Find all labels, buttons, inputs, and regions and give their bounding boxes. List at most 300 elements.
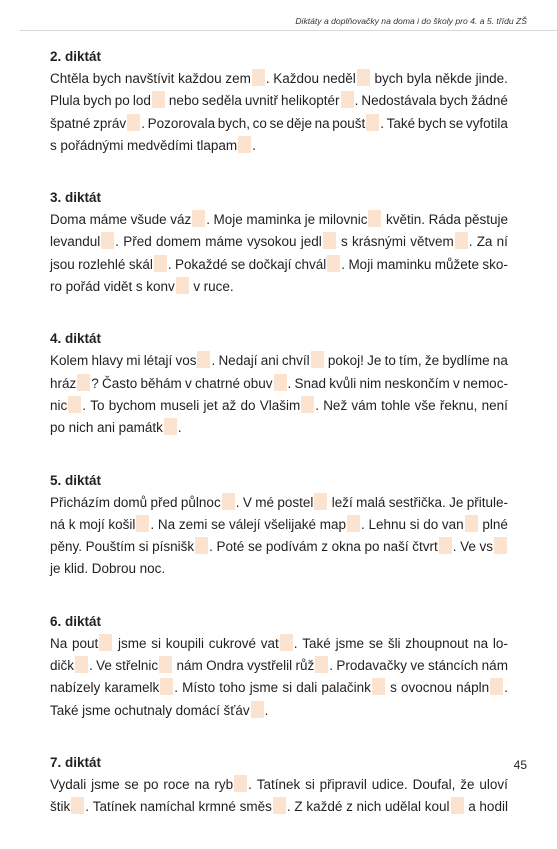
word: Poté xyxy=(216,539,245,555)
word: všelijaké xyxy=(264,516,317,532)
text-line xyxy=(50,90,508,112)
word: není xyxy=(481,397,508,413)
word: připravil xyxy=(319,776,367,792)
word: košil . xyxy=(108,516,155,532)
fill-in-blank[interactable] xyxy=(234,775,247,792)
fill-in-blank[interactable] xyxy=(101,232,114,249)
word: toho xyxy=(219,680,246,696)
word: rozlehlé xyxy=(78,256,126,272)
word: jsme xyxy=(91,776,120,792)
word: nebo xyxy=(168,93,199,109)
text-line xyxy=(50,774,508,796)
word: leží xyxy=(331,494,353,510)
word: pořádnými xyxy=(60,137,124,153)
word: krásnými xyxy=(351,234,406,250)
word: roce xyxy=(163,776,190,792)
word: tím, xyxy=(399,353,422,369)
fill-in-blank[interactable] xyxy=(490,678,503,695)
text-line xyxy=(50,68,508,90)
dictation-section xyxy=(50,611,508,722)
word: vystřelil xyxy=(247,658,293,674)
word: nabízely xyxy=(50,680,101,696)
section-title: 4. diktát xyxy=(50,331,102,347)
word: Každou xyxy=(273,71,320,86)
dictation-section xyxy=(50,752,508,819)
word: na xyxy=(314,115,330,131)
fill-in-blank[interactable] xyxy=(327,255,340,272)
word: chvíl xyxy=(282,350,325,372)
word: dočkají xyxy=(248,256,292,272)
text-line xyxy=(50,417,508,439)
word: větvem . xyxy=(410,234,473,250)
word: kvůli xyxy=(329,375,357,391)
word: Také xyxy=(386,115,416,131)
word: ní xyxy=(496,234,508,250)
fill-in-blank[interactable] xyxy=(368,210,381,227)
text-line xyxy=(50,536,508,558)
word: po xyxy=(143,776,159,792)
word: navštívit xyxy=(124,71,175,86)
word: bydlíme xyxy=(442,353,490,369)
word: karamelk . xyxy=(104,680,178,696)
word: do xyxy=(240,397,256,413)
word: Často xyxy=(102,375,138,391)
word: se xyxy=(211,516,226,532)
fill-in-blank[interactable] xyxy=(159,656,172,673)
fill-in-blank[interactable] xyxy=(274,374,287,391)
word: bych xyxy=(83,93,112,109)
text-line xyxy=(50,350,508,372)
running-header: Diktáty a doplňovačky na doma i do školy pro 4. a 5. třídu ZŠ xyxy=(295,16,527,26)
word: štik . xyxy=(50,799,90,815)
word: šťáv . xyxy=(223,702,269,718)
fill-in-blank[interactable] xyxy=(314,493,327,510)
word: helikoptér . xyxy=(281,93,359,109)
word: s xyxy=(135,279,143,295)
word: že xyxy=(460,776,475,792)
word: po xyxy=(114,93,130,109)
word: vše xyxy=(414,397,436,413)
word: Také xyxy=(50,702,79,718)
word: byla xyxy=(406,71,432,86)
word: udělal xyxy=(385,799,422,815)
word: jinde. xyxy=(475,71,508,86)
word: to xyxy=(384,353,396,369)
word: přitule- xyxy=(466,494,508,510)
fill-in-blank[interactable] xyxy=(465,515,478,532)
word: milovnic xyxy=(319,209,383,231)
word: pokoj! xyxy=(327,353,364,369)
word: maminka xyxy=(246,212,302,228)
dictation-section xyxy=(50,470,508,581)
fill-in-blank[interactable] xyxy=(192,210,205,227)
word: zemi xyxy=(178,516,208,532)
word: zem . xyxy=(225,71,270,86)
word: bych xyxy=(92,71,122,86)
text-line xyxy=(50,633,508,655)
word: Je xyxy=(367,353,382,369)
word: konv xyxy=(146,276,190,298)
word: medvědími xyxy=(126,137,193,153)
word: plné xyxy=(482,516,508,532)
word: Nedají xyxy=(218,353,258,369)
word: ve xyxy=(410,658,425,674)
fill-in-blank[interactable] xyxy=(347,515,360,532)
dictation-section xyxy=(50,46,508,157)
word: po xyxy=(50,420,66,436)
word: co xyxy=(252,115,267,131)
word: jsou xyxy=(50,256,75,272)
word: růž . xyxy=(295,658,334,674)
word: Ondra xyxy=(206,658,244,674)
word: šli xyxy=(387,635,401,651)
fill-in-blank[interactable] xyxy=(315,656,328,673)
word: ani xyxy=(96,420,115,436)
section-title: 3. diktát xyxy=(50,190,102,206)
word: jsme xyxy=(82,702,111,718)
text-line xyxy=(50,231,508,253)
word: maminku xyxy=(376,256,432,272)
word: pěny. xyxy=(50,539,83,555)
word: nám xyxy=(176,658,203,674)
word: k xyxy=(68,516,76,532)
fill-in-blank[interactable] xyxy=(366,114,379,131)
word: Je xyxy=(449,494,464,510)
word: si xyxy=(151,635,162,651)
word: ryb . xyxy=(214,776,252,792)
word: hodil xyxy=(479,799,508,815)
word: hráz ? xyxy=(50,375,99,391)
text-line xyxy=(50,135,508,157)
word: do xyxy=(423,516,439,532)
word: dičk . xyxy=(50,658,93,674)
word: květin. xyxy=(386,212,426,228)
word: jedl xyxy=(301,231,337,253)
word: postel xyxy=(277,492,328,514)
word: Plula xyxy=(50,93,81,109)
fill-in-blank[interactable] xyxy=(75,656,88,673)
word: Pozorovala xyxy=(147,115,216,131)
word: dali xyxy=(296,680,318,696)
text-line xyxy=(50,677,508,699)
text-line xyxy=(50,492,508,514)
word: poušt . xyxy=(332,115,385,131)
word: Vlašim . xyxy=(259,397,319,413)
word: Místo xyxy=(182,680,216,696)
word: Pokaždé xyxy=(175,256,228,272)
fill-in-blank[interactable] xyxy=(439,537,452,554)
word: Nedostávala xyxy=(361,93,437,109)
fill-in-blank[interactable] xyxy=(222,493,235,510)
word: okna xyxy=(331,539,361,555)
word: pěstuje xyxy=(464,212,508,228)
word: bych xyxy=(374,71,403,86)
fill-in-blank[interactable] xyxy=(301,396,314,413)
fill-in-blank[interactable] xyxy=(341,91,354,108)
word: sko- xyxy=(482,256,508,272)
word: nic . xyxy=(50,397,87,413)
word: levandul . xyxy=(50,234,120,250)
word: krmné xyxy=(198,799,236,815)
word: zhoupnout xyxy=(405,635,469,651)
word: až xyxy=(221,397,237,413)
word: děje xyxy=(286,115,312,131)
word: s xyxy=(390,680,397,696)
word: Než xyxy=(323,397,348,413)
word: neskončím xyxy=(384,375,450,391)
word: Prodavačky xyxy=(336,658,407,674)
word: se xyxy=(368,635,384,651)
word: někde xyxy=(435,71,472,86)
fill-in-blank[interactable] xyxy=(195,537,208,554)
word: se xyxy=(230,256,246,272)
word: vs xyxy=(480,536,509,558)
word: seděla xyxy=(202,93,242,109)
section-title: 7. diktát xyxy=(50,754,102,770)
page-number: 45 xyxy=(513,758,527,772)
word: neděl xyxy=(323,68,371,90)
word: ochutnaly xyxy=(114,702,173,718)
word: se xyxy=(247,539,263,555)
word: žádné xyxy=(471,93,508,109)
word: bych xyxy=(439,93,469,109)
word: koul xyxy=(425,796,465,818)
text-line xyxy=(50,113,508,135)
fill-in-blank[interactable] xyxy=(164,418,177,435)
word: Pouštím xyxy=(85,539,136,555)
word: tohle xyxy=(381,397,411,413)
word: ruce. xyxy=(203,279,234,295)
word: na xyxy=(194,776,210,792)
fill-in-blank[interactable] xyxy=(252,69,265,86)
word: po xyxy=(364,539,380,555)
word: vyfotila xyxy=(465,115,508,131)
word: noc. xyxy=(139,561,166,577)
word: podívám xyxy=(265,539,318,555)
section-title: 2. diktát xyxy=(50,49,102,64)
word: Ve xyxy=(96,658,112,674)
fill-in-blank[interactable] xyxy=(136,515,149,532)
word: van xyxy=(442,514,479,536)
word: létají xyxy=(143,353,173,369)
word: každou xyxy=(178,71,222,86)
word: máme xyxy=(205,234,243,250)
word: na xyxy=(492,353,508,369)
fill-in-blank[interactable] xyxy=(280,634,293,651)
word: palačink xyxy=(321,677,386,699)
word: střelnic xyxy=(115,655,173,677)
word: Tatínek xyxy=(92,799,137,815)
word: domů xyxy=(113,494,148,510)
word: uloví xyxy=(479,776,508,792)
text-line xyxy=(50,655,508,677)
word: nemoc- xyxy=(462,375,508,391)
word: udice. xyxy=(371,776,408,792)
fill-in-blank[interactable] xyxy=(251,701,264,718)
word: ani xyxy=(260,353,279,369)
word: naší xyxy=(383,539,409,555)
word: Na xyxy=(157,516,176,532)
fill-in-blank[interactable] xyxy=(152,91,165,108)
fill-in-blank[interactable] xyxy=(77,374,90,391)
word: a xyxy=(468,799,476,815)
fill-in-blank[interactable] xyxy=(127,114,140,131)
word: klid. xyxy=(64,561,89,577)
word: si xyxy=(409,516,420,532)
word: že xyxy=(424,353,440,369)
word: lod xyxy=(133,90,166,112)
dictation-section xyxy=(50,187,508,298)
word: mi xyxy=(126,353,141,369)
word: před xyxy=(150,494,178,510)
fill-in-blank[interactable] xyxy=(160,678,173,695)
text-line xyxy=(50,395,508,417)
word: nich xyxy=(68,420,94,436)
fill-in-blank[interactable] xyxy=(176,277,189,294)
word: tlapam . xyxy=(196,137,256,153)
word: Na xyxy=(50,635,68,651)
word: mojí xyxy=(79,516,105,532)
word: Doufal, xyxy=(412,776,456,792)
word: chatrné xyxy=(194,375,240,391)
word: z xyxy=(321,539,328,555)
word: Tatínek xyxy=(256,776,301,792)
word: Vydali xyxy=(50,776,87,792)
word: domácí xyxy=(175,702,220,718)
text-line xyxy=(50,700,508,722)
word: na xyxy=(473,635,489,651)
worksheet-content xyxy=(50,46,508,849)
section-title: 6. diktát xyxy=(50,613,102,629)
word: malá xyxy=(356,494,386,510)
word: je xyxy=(50,561,61,577)
word: To xyxy=(90,397,105,413)
word: s xyxy=(50,137,57,153)
word: Snad xyxy=(294,375,327,391)
fill-in-blank[interactable] xyxy=(372,678,385,695)
word: Ve xyxy=(460,539,476,555)
word: se xyxy=(269,115,284,131)
word: domem xyxy=(156,234,202,250)
text-line xyxy=(50,209,508,231)
word: každé xyxy=(306,799,343,815)
word: Doma xyxy=(50,212,87,228)
word: si xyxy=(282,680,293,696)
word: v xyxy=(452,375,460,391)
word: Lehnu xyxy=(368,516,407,532)
word: lo- xyxy=(492,635,508,651)
word: vos . xyxy=(175,353,216,369)
word: bych, xyxy=(217,115,251,131)
fill-in-blank[interactable] xyxy=(494,537,507,554)
text-line xyxy=(50,276,508,298)
word: jet xyxy=(203,397,218,413)
word: v xyxy=(185,375,192,391)
word: Přicházím xyxy=(50,494,111,510)
word: válejí xyxy=(229,516,261,532)
word: sestřička. xyxy=(388,494,446,510)
word: vysokou xyxy=(247,234,297,250)
word: si xyxy=(305,776,315,792)
text-line xyxy=(50,558,508,580)
text-line xyxy=(50,254,508,276)
word: Dobrou xyxy=(91,561,136,577)
word: vat . xyxy=(260,635,298,651)
word: vidět xyxy=(103,279,133,295)
word: bych xyxy=(417,115,447,131)
word: běhám xyxy=(140,375,182,391)
word: ro xyxy=(50,279,63,295)
fill-in-blank[interactable] xyxy=(238,136,251,153)
word: jsme xyxy=(118,635,147,651)
word: obuv . xyxy=(243,375,292,391)
word: koupili xyxy=(165,635,205,651)
word: pout xyxy=(72,633,113,655)
word: nápln . xyxy=(456,680,508,696)
word: stáncích xyxy=(428,658,479,674)
word: zpráv . xyxy=(93,115,145,131)
word: nám xyxy=(481,658,508,674)
word: cukrové xyxy=(208,635,257,651)
word: všude xyxy=(130,212,167,228)
word: Moje xyxy=(213,212,243,228)
word: ná xyxy=(50,516,66,532)
text-line xyxy=(50,373,508,395)
section-title: 5. diktát xyxy=(50,472,102,488)
word: máme xyxy=(89,212,128,228)
fill-in-blank[interactable] xyxy=(311,351,324,368)
word: pořád xyxy=(65,279,101,295)
word: skál . xyxy=(128,256,172,272)
word: si xyxy=(138,539,149,555)
fill-in-blank[interactable] xyxy=(455,232,468,249)
word: se xyxy=(124,776,139,792)
word: V xyxy=(242,494,252,510)
header-divider xyxy=(20,30,557,31)
word: váz . xyxy=(170,212,210,228)
word: je xyxy=(304,212,316,228)
word: směs . xyxy=(239,799,291,815)
fill-in-blank[interactable] xyxy=(154,255,167,272)
fill-in-blank[interactable] xyxy=(99,634,112,651)
word: půlnoc . xyxy=(180,494,240,510)
fill-in-blank[interactable] xyxy=(197,351,210,368)
word: museli xyxy=(160,397,200,413)
fill-in-blank[interactable] xyxy=(357,69,370,86)
word: s xyxy=(340,234,348,250)
word: nich xyxy=(356,799,382,815)
fill-in-blank[interactable] xyxy=(68,396,81,413)
word: ovocnou xyxy=(400,680,452,696)
word: nim xyxy=(359,375,382,391)
fill-in-blank[interactable] xyxy=(323,232,336,249)
text-line xyxy=(50,514,508,536)
word: řeknu, xyxy=(439,397,478,413)
word: Za xyxy=(476,234,493,250)
word: bychom xyxy=(108,397,157,413)
word: uvnitř xyxy=(244,93,278,109)
word: namíchal xyxy=(139,799,195,815)
word: map . xyxy=(319,516,365,532)
word: z xyxy=(346,799,353,815)
word: památk . xyxy=(118,420,182,436)
word: Také xyxy=(302,635,331,651)
word: hlavy xyxy=(91,353,123,369)
word: Chtěla xyxy=(50,71,90,86)
word: jsme xyxy=(335,635,365,651)
word: písnišk . xyxy=(152,539,213,555)
word: Před xyxy=(123,234,152,250)
